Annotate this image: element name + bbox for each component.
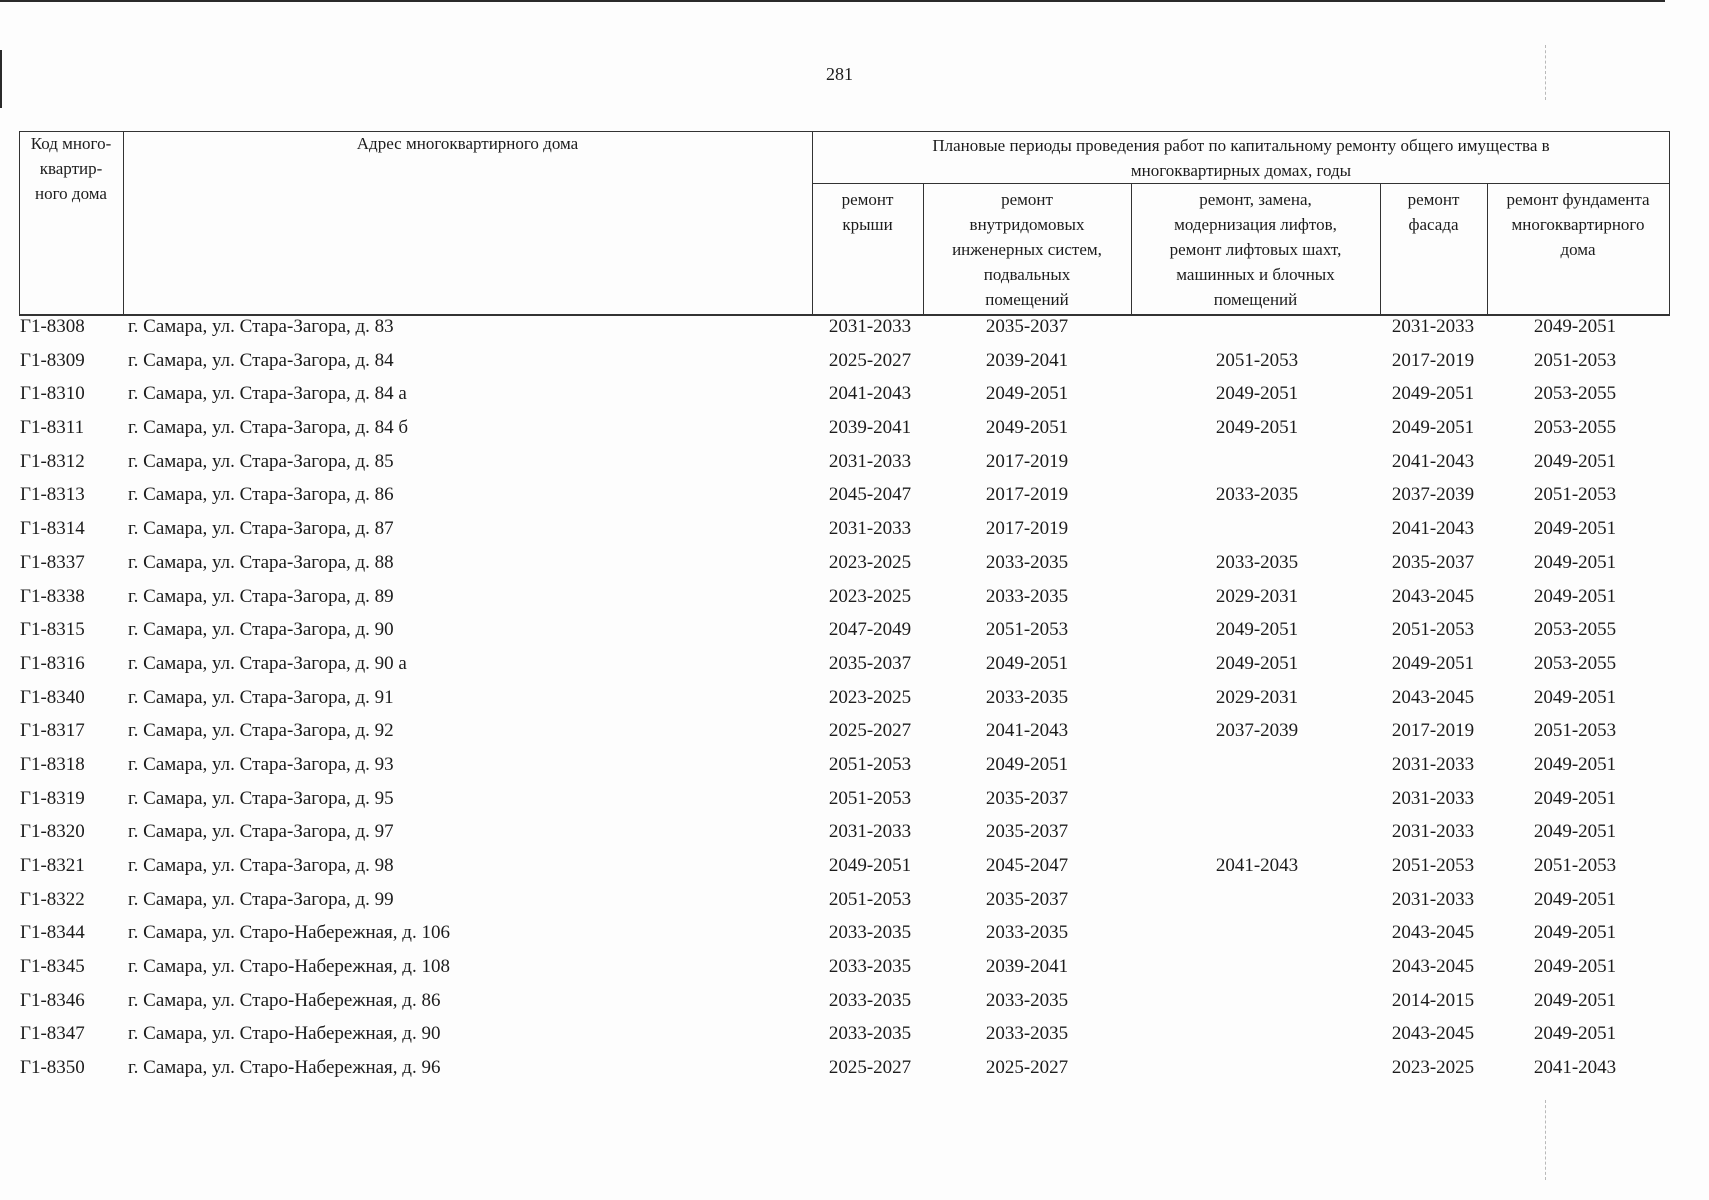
- cell-facade: 2017-2019: [1391, 349, 1475, 371]
- cell-address: г. Самара, ул. Стара-Загора, д. 84: [128, 349, 394, 371]
- table-row: [0, 720, 1709, 754]
- cell-systems: 2035-2037: [985, 821, 1069, 843]
- table-row: [0, 383, 1709, 417]
- table-row: [0, 990, 1709, 1024]
- cell-address: г. Самара, ул. Старо-Набережная, д. 108: [128, 956, 450, 978]
- cell-facade: 2035-2037: [1391, 551, 1475, 573]
- header-rule: [123, 131, 124, 315]
- header-code: Код много- квартир- ного дома: [30, 134, 112, 203]
- cell-lifts: 2033-2035: [1215, 551, 1299, 573]
- cell-code: Г1-8344: [20, 922, 85, 944]
- cell-facade: 2031-2033: [1391, 821, 1475, 843]
- cell-facade: 2023-2025: [1391, 1057, 1475, 1079]
- cell-address: г. Самара, ул. Стара-Загора, д. 89: [128, 585, 394, 607]
- cell-code: Г1-8319: [20, 787, 85, 809]
- cell-systems: 2045-2047: [985, 855, 1069, 876]
- cell-foundation: 2049-2051: [1533, 518, 1617, 540]
- cell-systems: 2049-2051: [985, 652, 1069, 674]
- cell-foundation: 2053-2055: [1533, 652, 1617, 674]
- page-number: 281: [826, 64, 853, 84]
- cell-roof: 2025-2027: [828, 720, 912, 742]
- cell-systems: 2025-2027: [985, 1057, 1069, 1079]
- table-body: [0, 316, 1709, 1091]
- cell-lifts: 2033-2035: [1215, 484, 1299, 506]
- cell-facade: 2031-2033: [1391, 316, 1475, 337]
- cell-roof: 2041-2043: [828, 383, 912, 405]
- cell-code: Г1-8345: [20, 956, 85, 978]
- cell-foundation: 2053-2055: [1533, 383, 1617, 405]
- table-row: [0, 316, 1709, 350]
- cell-foundation: 2049-2051: [1533, 956, 1617, 978]
- cell-lifts: 2041-2043: [1215, 855, 1299, 876]
- table-header: [19, 131, 1670, 315]
- cell-systems: 2039-2041: [985, 349, 1069, 371]
- cell-systems: 2033-2035: [985, 989, 1069, 1011]
- header-roof: ремонт крыши: [841, 190, 894, 234]
- cell-systems: 2033-2035: [985, 686, 1069, 708]
- cell-address: г. Самара, ул. Стара-Загора, д. 97: [128, 821, 394, 843]
- cell-code: Г1-8312: [20, 450, 85, 472]
- cell-code: Г1-8338: [20, 585, 85, 607]
- cell-foundation: 2051-2053: [1533, 720, 1617, 742]
- cell-foundation: 2049-2051: [1533, 922, 1617, 944]
- table-row: [0, 922, 1709, 956]
- table-row: [0, 484, 1709, 518]
- cell-address: г. Самара, ул. Стара-Загора, д. 83: [128, 316, 394, 337]
- left-border-rule: [0, 50, 2, 108]
- cell-facade: 2031-2033: [1391, 787, 1475, 809]
- table-row: [0, 350, 1709, 384]
- cell-foundation: 2053-2055: [1533, 619, 1617, 641]
- cell-roof: 2025-2027: [828, 1057, 912, 1079]
- cell-address: г. Самара, ул. Стара-Загора, д. 98: [128, 855, 394, 876]
- table-row: [0, 1057, 1709, 1091]
- cell-address: г. Самара, ул. Старо-Набережная, д. 90: [128, 1023, 441, 1045]
- cell-code: Г1-8308: [20, 316, 85, 337]
- cell-code: Г1-8310: [20, 383, 85, 405]
- cell-systems: 2035-2037: [985, 787, 1069, 809]
- cell-facade: 2031-2033: [1391, 753, 1475, 775]
- cell-foundation: 2049-2051: [1533, 753, 1617, 775]
- cell-foundation: 2049-2051: [1533, 316, 1617, 337]
- table-row: [0, 417, 1709, 451]
- table-row: [0, 855, 1709, 889]
- table-row: [0, 1023, 1709, 1057]
- cell-roof: 2035-2037: [828, 652, 912, 674]
- cell-address: г. Самара, ул. Стара-Загора, д. 87: [128, 518, 394, 540]
- cell-address: г. Самара, ул. Стара-Загора, д. 85: [128, 450, 394, 472]
- cell-foundation: 2051-2053: [1533, 349, 1617, 371]
- cell-foundation: 2049-2051: [1533, 821, 1617, 843]
- cell-address: г. Самара, ул. Старо-Набережная, д. 96: [128, 1057, 441, 1079]
- cell-systems: 2035-2037: [985, 316, 1069, 337]
- cell-lifts: 2049-2051: [1215, 383, 1299, 405]
- cell-roof: 2031-2033: [828, 518, 912, 540]
- header-foundation: ремонт фундамента многоквартирного дома: [1506, 190, 1650, 259]
- scan-edge-mark: [1545, 1100, 1547, 1180]
- cell-systems: 2049-2051: [985, 383, 1069, 405]
- cell-address: г. Самара, ул. Стара-Загора, д. 91: [128, 686, 394, 708]
- cell-address: г. Самара, ул. Старо-Набережная, д. 86: [128, 989, 441, 1011]
- cell-lifts: 2049-2051: [1215, 619, 1299, 641]
- table-row: [0, 788, 1709, 822]
- cell-code: Г1-8346: [20, 989, 85, 1011]
- cell-roof: 2023-2025: [828, 686, 912, 708]
- cell-roof: 2039-2041: [828, 417, 912, 439]
- cell-code: Г1-8314: [20, 518, 85, 540]
- cell-systems: 2049-2051: [985, 753, 1069, 775]
- cell-foundation: 2049-2051: [1533, 888, 1617, 910]
- cell-facade: 2017-2019: [1391, 720, 1475, 742]
- cell-code: Г1-8340: [20, 686, 85, 708]
- cell-lifts: 2049-2051: [1215, 417, 1299, 439]
- cell-roof: 2031-2033: [828, 316, 912, 337]
- cell-code: Г1-8320: [20, 821, 85, 843]
- cell-code: Г1-8321: [20, 855, 85, 876]
- cell-roof: 2033-2035: [828, 956, 912, 978]
- cell-systems: 2017-2019: [985, 450, 1069, 472]
- cell-foundation: 2049-2051: [1533, 450, 1617, 472]
- cell-facade: 2043-2045: [1391, 956, 1475, 978]
- cell-roof: 2045-2047: [828, 484, 912, 506]
- cell-facade: 2037-2039: [1391, 484, 1475, 506]
- header-lifts: ремонт, замена, модернизация лифтов, ремонт лифтовых шахт, машинных и блочных помещений: [1169, 190, 1342, 309]
- table-row: [0, 956, 1709, 990]
- cell-systems: 2017-2019: [985, 484, 1069, 506]
- cell-code: Г1-8318: [20, 753, 85, 775]
- table-row: [0, 518, 1709, 552]
- cell-roof: 2051-2053: [828, 888, 912, 910]
- cell-code: Г1-8311: [20, 417, 85, 439]
- header-facade: ремонт фасада: [1407, 190, 1460, 234]
- table-row: [0, 619, 1709, 653]
- cell-address: г. Самара, ул. Стара-Загора, д. 88: [128, 551, 394, 573]
- cell-code: Г1-8316: [20, 652, 85, 674]
- cell-foundation: 2049-2051: [1533, 989, 1617, 1011]
- cell-address: г. Самара, ул. Стара-Загора, д. 90: [128, 619, 394, 641]
- cell-lifts: 2037-2039: [1215, 720, 1299, 742]
- cell-roof: 2023-2025: [828, 551, 912, 573]
- cell-facade: 2043-2045: [1391, 686, 1475, 708]
- cell-systems: 2049-2051: [985, 417, 1069, 439]
- cell-foundation: 2049-2051: [1533, 1023, 1617, 1045]
- cell-roof: 2025-2027: [828, 349, 912, 371]
- cell-roof: 2047-2049: [828, 619, 912, 641]
- cell-facade: 2041-2043: [1391, 518, 1475, 540]
- cell-address: г. Самара, ул. Старо-Набережная, д. 106: [128, 922, 450, 944]
- cell-address: г. Самара, ул. Стара-Загора, д. 84 б: [128, 417, 409, 439]
- cell-facade: 2051-2053: [1391, 619, 1475, 641]
- cell-code: Г1-8309: [20, 349, 85, 371]
- cell-foundation: 2053-2055: [1533, 417, 1617, 439]
- cell-lifts: 2029-2031: [1215, 585, 1299, 607]
- table-row: [0, 754, 1709, 788]
- cell-address: г. Самара, ул. Стара-Загора, д. 90 а: [128, 652, 407, 674]
- cell-roof: 2031-2033: [828, 450, 912, 472]
- cell-roof: 2033-2035: [828, 922, 912, 944]
- cell-systems: 2017-2019: [985, 518, 1069, 540]
- top-border-rule: [0, 0, 1665, 2]
- cell-roof: 2033-2035: [828, 1023, 912, 1045]
- cell-systems: 2033-2035: [985, 1023, 1069, 1045]
- cell-systems: 2033-2035: [985, 585, 1069, 607]
- cell-address: г. Самара, ул. Стара-Загора, д. 92: [128, 720, 394, 742]
- table-row: [0, 821, 1709, 855]
- cell-facade: 2043-2045: [1391, 922, 1475, 944]
- header-periods-group: Плановые периоды проведения работ по капитальному ремонту общего имущества в многоквартирных домах, годы: [932, 136, 1550, 180]
- cell-roof: 2051-2053: [828, 753, 912, 775]
- cell-code: Г1-8350: [20, 1057, 85, 1079]
- cell-code: Г1-8317: [20, 720, 85, 742]
- cell-roof: 2023-2025: [828, 585, 912, 607]
- cell-facade: 2041-2043: [1391, 450, 1475, 472]
- cell-foundation: 2049-2051: [1533, 686, 1617, 708]
- cell-address: г. Самара, ул. Стара-Загора, д. 95: [128, 787, 394, 809]
- cell-lifts: 2051-2053: [1215, 349, 1299, 371]
- cell-code: Г1-8347: [20, 1023, 85, 1045]
- table-row: [0, 653, 1709, 687]
- cell-code: Г1-8337: [20, 551, 85, 573]
- cell-facade: 2051-2053: [1391, 855, 1475, 876]
- cell-code: Г1-8315: [20, 619, 85, 641]
- table-row: [0, 889, 1709, 923]
- cell-address: г. Самара, ул. Стара-Загора, д. 93: [128, 753, 394, 775]
- cell-facade: 2043-2045: [1391, 1023, 1475, 1045]
- cell-roof: 2033-2035: [828, 989, 912, 1011]
- cell-facade: 2043-2045: [1391, 585, 1475, 607]
- cell-address: г. Самара, ул. Стара-Загора, д. 84 а: [128, 383, 407, 405]
- scan-edge-mark: [1545, 45, 1547, 100]
- cell-foundation: 2041-2043: [1533, 1057, 1617, 1079]
- table-row: [0, 586, 1709, 620]
- cell-address: г. Самара, ул. Стара-Загора, д. 99: [128, 888, 394, 910]
- cell-systems: 2041-2043: [985, 720, 1069, 742]
- cell-systems: 2051-2053: [985, 619, 1069, 641]
- cell-code: Г1-8313: [20, 484, 85, 506]
- cell-foundation: 2049-2051: [1533, 787, 1617, 809]
- header-rule: [812, 183, 1670, 184]
- cell-roof: 2049-2051: [828, 855, 912, 876]
- cell-facade: 2031-2033: [1391, 888, 1475, 910]
- cell-foundation: 2051-2053: [1533, 484, 1617, 506]
- cell-systems: 2035-2037: [985, 888, 1069, 910]
- cell-roof: 2031-2033: [828, 821, 912, 843]
- cell-foundation: 2049-2051: [1533, 551, 1617, 573]
- cell-facade: 2049-2051: [1391, 383, 1475, 405]
- table-row: [0, 687, 1709, 721]
- cell-systems: 2033-2035: [985, 922, 1069, 944]
- cell-facade: 2014-2015: [1391, 989, 1475, 1011]
- cell-systems: 2033-2035: [985, 551, 1069, 573]
- cell-foundation: 2051-2053: [1533, 855, 1617, 876]
- header-address: Адрес многоквартирного дома: [356, 134, 579, 153]
- cell-systems: 2039-2041: [985, 956, 1069, 978]
- cell-facade: 2049-2051: [1391, 417, 1475, 439]
- cell-roof: 2051-2053: [828, 787, 912, 809]
- cell-address: г. Самара, ул. Стара-Загора, д. 86: [128, 484, 394, 506]
- cell-code: Г1-8322: [20, 888, 85, 910]
- header-systems: ремонт внутридомовых инженерных систем, подвальных помещений: [952, 190, 1102, 309]
- cell-lifts: 2049-2051: [1215, 652, 1299, 674]
- cell-foundation: 2049-2051: [1533, 585, 1617, 607]
- table-row: [0, 552, 1709, 586]
- cell-lifts: 2029-2031: [1215, 686, 1299, 708]
- table-row: [0, 451, 1709, 485]
- cell-facade: 2049-2051: [1391, 652, 1475, 674]
